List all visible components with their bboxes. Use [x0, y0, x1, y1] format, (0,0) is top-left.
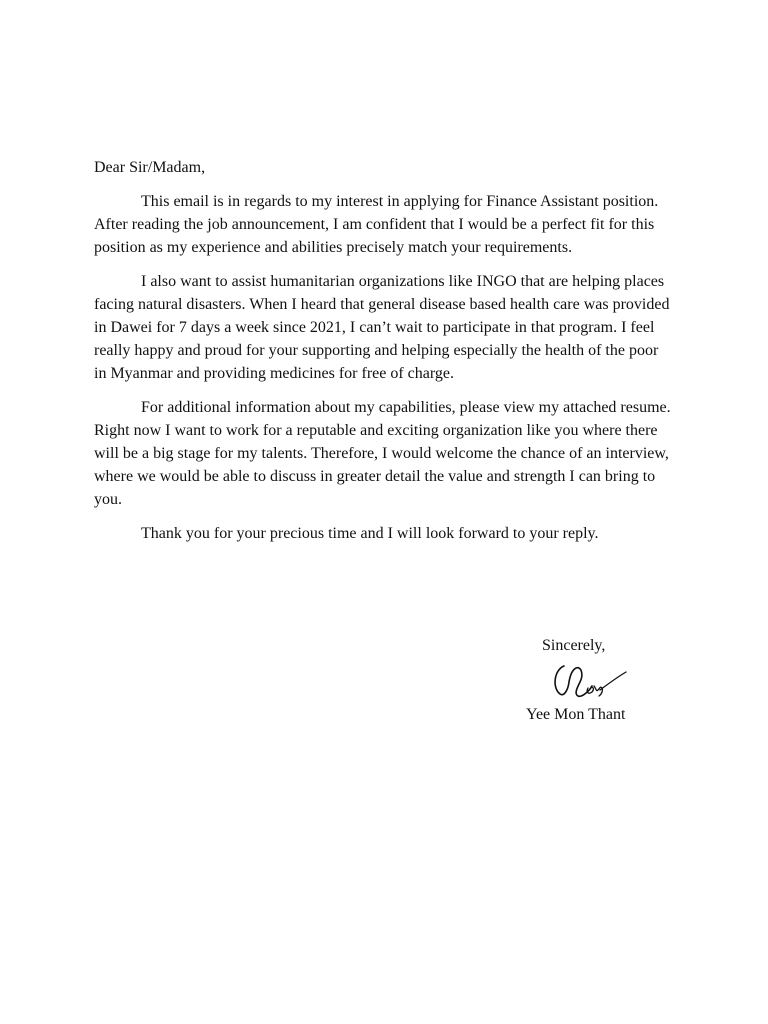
signature-icon	[550, 660, 630, 702]
paragraph-4: Thank you for your precious time and I will look forward to your reply.	[141, 525, 599, 542]
paragraph-1: This email is in regards to my interest in applying for Finance Assistant position. After reading the job announcement, I am confident that I would be a perfect fit for this position as my experience and abilities precisely match your requirements.	[94, 193, 659, 256]
signer-name: Yee Mon Thant	[526, 706, 626, 723]
closing: Sincerely,	[542, 637, 606, 654]
salutation: Dear Sir/Madam,	[94, 159, 206, 176]
paragraph-2: I also want to assist humanitarian organizations like INGO that are helping places facing natural disasters. When I heard that general disease based health care was provided in Dawei for 7 days a week since 2021, I can’t wait to participate in that program. I feel really happy and proud for your supporting and helping especially the health of the poor in Myanmar and providing medicines for free of charge.	[94, 273, 670, 382]
letter-body	[94, 156, 672, 556]
paragraph-3: For additional information about my capabilities, please view my attached resume. Right now I want to work for a reputable and exciting organization like you where there will be a big stage for my talents. Therefore, I would welcome the chance of an interview, where we would be able to discuss in greater detail the value and strength I can bring to you.	[94, 399, 671, 508]
